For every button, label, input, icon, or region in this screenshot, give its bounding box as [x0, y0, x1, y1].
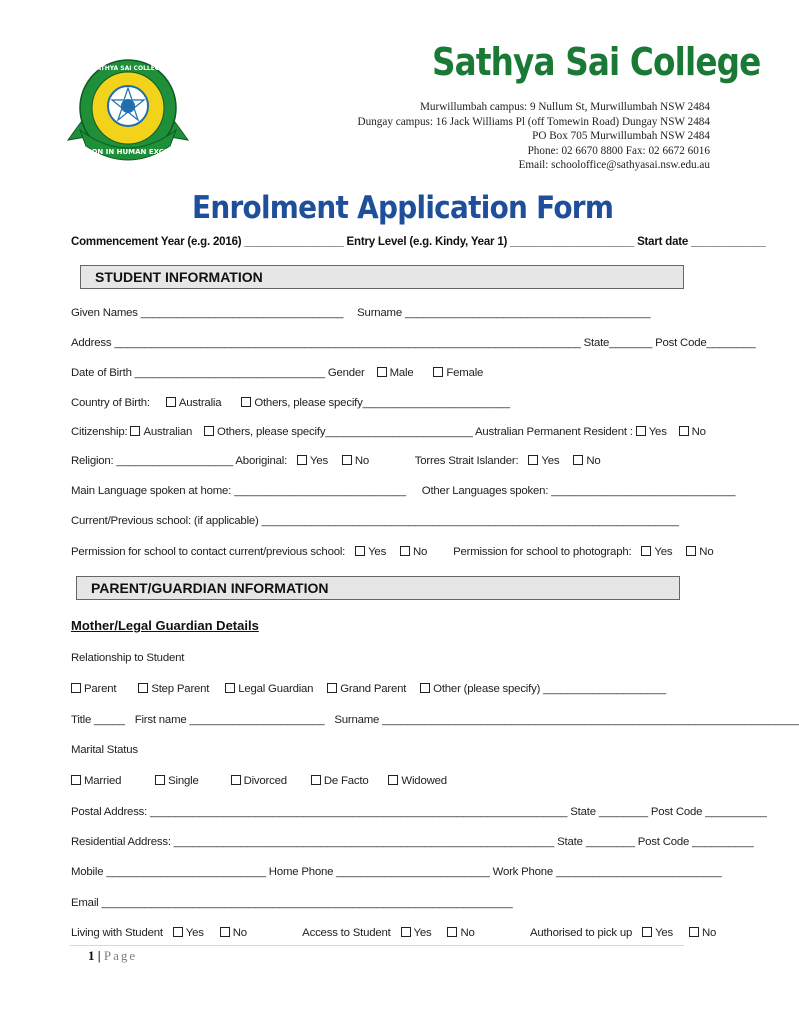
mobile-field[interactable]: Mobile __________________________ [71, 866, 266, 878]
address-line: Dungay campus: 16 Jack Williams Pl (off Tomewin Road) Dungay NSW 2484 [357, 115, 710, 128]
aboriginal-label: Aboriginal: [235, 455, 288, 467]
college-address [358, 100, 710, 173]
email-field[interactable]: Email ___________________________________________________________________ [71, 897, 513, 909]
given-names-field[interactable]: Given Names _________________________________ [71, 307, 344, 319]
single-label: Single [168, 775, 199, 787]
home-phone-field[interactable]: Home Phone _________________________ [268, 866, 490, 878]
no-label: No [701, 927, 717, 939]
citizenship-australian-checkbox[interactable] [130, 426, 140, 436]
yes-label: Yes [368, 546, 387, 558]
student-section-header [80, 265, 684, 289]
mother-guardian-subheading: Mother/Legal Guardian Details [71, 618, 259, 633]
post-code-field[interactable]: Post Code________ [655, 337, 756, 349]
no-label: No [460, 927, 475, 939]
permission-contact-yes-checkbox[interactable] [355, 546, 365, 556]
section-title: PARENT/GUARDIAN INFORMATION [91, 580, 329, 596]
residential-address-field[interactable]: Residential Address: ______________________________________________________________ [71, 836, 555, 848]
citizenship-other-field[interactable]: Others, please specify________________________ [217, 426, 473, 438]
access-label: Access to Student [302, 927, 391, 939]
yes-label: Yes [185, 927, 204, 939]
religion-field[interactable]: Religion: ___________________ [71, 455, 234, 467]
dob-row [71, 367, 483, 379]
page-number-value: 1 [88, 948, 95, 963]
school-crest-icon [57, 56, 199, 166]
marital-status-label: Marital Status [71, 744, 138, 756]
yes-label: Yes [309, 455, 328, 467]
torres-label: Torres Strait Islander: [414, 455, 519, 467]
address-line: Phone: 02 6670 8800 Fax: 02 6672 6016 [527, 144, 710, 157]
address-line: PO Box 705 Murwillumbah NSW 2484 [532, 130, 710, 143]
rel-grand-parent-checkbox[interactable] [327, 683, 337, 693]
divorced-checkbox[interactable] [231, 775, 241, 785]
married-checkbox[interactable] [71, 775, 81, 785]
rel-grand-parent-label: Grand Parent [340, 683, 407, 695]
page-separator: | [97, 948, 101, 963]
address-line: Murwillumbah campus: 9 Nullum St, Murwillumbah NSW 2484 [419, 101, 710, 113]
living-label: Living with Student [71, 927, 163, 939]
no-label: No [232, 927, 247, 939]
widowed-checkbox[interactable] [388, 775, 398, 785]
address-line: Email: schooloffice@sathyasai.nsw.edu.au [518, 159, 710, 172]
marital-row [71, 775, 447, 787]
main-language-field[interactable]: Main Language spoken at home: ____________________________ [71, 485, 406, 497]
postal-state-field[interactable]: State ________ [570, 806, 648, 818]
surname-field[interactable]: Surname ________________________________________ [357, 307, 651, 319]
rel-legal-guardian-label: Legal Guardian [238, 683, 314, 695]
page-number [88, 948, 137, 964]
torres-no-checkbox[interactable] [573, 455, 583, 465]
first-name-field[interactable]: First name ______________________ [134, 714, 325, 726]
male-checkbox[interactable] [377, 367, 387, 377]
religion-row [71, 455, 600, 467]
de-facto-label: De Facto [323, 775, 369, 787]
country-australia-label: Australia [178, 397, 222, 409]
access-no-checkbox[interactable] [447, 927, 457, 937]
living-yes-checkbox[interactable] [173, 927, 183, 937]
authorised-label: Authorised to pick up [529, 927, 633, 939]
residential-row [71, 836, 753, 848]
commencement-year-field[interactable]: Commencement Year (e.g. 2016) ________________ [71, 236, 344, 248]
permission-photo-yes-checkbox[interactable] [641, 546, 651, 556]
relationship-row [71, 683, 666, 695]
de-facto-checkbox[interactable] [311, 775, 321, 785]
rel-parent-label: Parent [84, 683, 117, 695]
country-other-field[interactable]: Others, please specify________________________ [254, 397, 510, 409]
no-label: No [413, 546, 428, 558]
gender-label: Gender [327, 367, 365, 379]
crest-banner-text: EDUCATION IN HUMAN EXCELLENCE [57, 148, 199, 156]
country-australia-checkbox[interactable] [166, 397, 176, 407]
title-field[interactable]: Title _____ [71, 714, 125, 726]
rel-parent-checkbox[interactable] [71, 683, 81, 693]
yes-label: Yes [541, 455, 560, 467]
previous-school-field[interactable]: Current/Previous school: (if applicable) ____________________________________________________________________ [71, 515, 679, 527]
yes-label: Yes [648, 426, 667, 438]
other-languages-field[interactable]: Other Languages spoken: ______________________________ [421, 485, 736, 497]
rel-step-parent-label: Step Parent [151, 683, 210, 695]
phone-row [71, 866, 722, 878]
female-checkbox[interactable] [433, 367, 443, 377]
email-row [71, 897, 513, 909]
country-row [71, 397, 510, 409]
perm-resident-yes-checkbox[interactable] [636, 426, 646, 436]
postal-row [71, 806, 767, 818]
school-row [71, 515, 679, 527]
aboriginal-no-checkbox[interactable] [342, 455, 352, 465]
no-label: No [354, 455, 370, 467]
postal-post-code-field[interactable]: Post Code __________ [650, 806, 767, 818]
citizenship-row [71, 426, 706, 438]
no-label: No [691, 426, 706, 438]
permission-photo-no-checkbox[interactable] [686, 546, 696, 556]
aboriginal-yes-checkbox[interactable] [297, 455, 307, 465]
given-names-row [71, 307, 650, 319]
rel-other-field[interactable]: Other (please specify) ____________________ [433, 683, 666, 695]
name-row [71, 714, 799, 726]
access-yes-checkbox[interactable] [401, 927, 411, 937]
married-label: Married [84, 775, 122, 787]
citizenship-australian-label: Australian [143, 426, 193, 438]
page-label: Page [103, 948, 138, 963]
permission-row [71, 546, 713, 558]
custody-row [71, 927, 716, 939]
female-label: Female [446, 367, 484, 379]
residential-post-code-field[interactable]: Post Code __________ [637, 836, 754, 848]
perm-resident-no-checkbox[interactable] [679, 426, 689, 436]
footer-divider [70, 945, 684, 946]
address-row [71, 337, 756, 349]
permission-contact-label: Permission for school to contact current/previous school: [71, 546, 346, 558]
address-field[interactable]: Address ____________________________________________________________________________ [71, 337, 581, 349]
authorised-yes-checkbox[interactable] [642, 927, 652, 937]
divorced-label: Divorced [243, 775, 287, 787]
yes-label: Yes [655, 927, 674, 939]
torres-yes-checkbox[interactable] [528, 455, 538, 465]
relationship-label: Relationship to Student [71, 652, 185, 664]
perm-resident-label: Australian Permanent Resident : [474, 426, 633, 438]
citizenship-label: Citizenship: [71, 426, 128, 438]
country-label: Country of Birth: [71, 397, 150, 409]
crest-ring-text: SATHYA SAI COLLEGE [92, 65, 164, 72]
citizenship-other-checkbox[interactable] [204, 426, 214, 436]
yes-label: Yes [413, 927, 432, 939]
parent-section-header [76, 576, 680, 600]
commencement-line [71, 236, 765, 248]
yes-label: Yes [654, 546, 673, 558]
state-field[interactable]: State_______ [583, 337, 653, 349]
rel-legal-guardian-checkbox[interactable] [225, 683, 235, 693]
authorised-no-checkbox[interactable] [689, 927, 699, 937]
parent-surname-field[interactable]: Surname ____________________________________________________________________ [334, 714, 799, 726]
language-row [71, 485, 735, 497]
dob-field[interactable]: Date of Birth _______________________________ [71, 367, 325, 379]
entry-level-field[interactable]: Entry Level (e.g. Kindy, Year 1) ____________________ [346, 236, 635, 248]
start-date-field[interactable]: Start date ____________ [637, 236, 766, 248]
rel-step-parent-checkbox[interactable] [138, 683, 148, 693]
postal-address-field[interactable]: Postal Address: ____________________________________________________________________ [71, 806, 568, 818]
permission-photo-label: Permission for school to photograph: [453, 546, 632, 558]
widowed-label: Widowed [401, 775, 447, 787]
no-label: No [586, 455, 601, 467]
male-label: Male [389, 367, 414, 379]
section-title: STUDENT INFORMATION [95, 269, 263, 285]
country-other-checkbox[interactable] [241, 397, 251, 407]
residential-state-field[interactable]: State ________ [557, 836, 635, 848]
college-name: Sathya Sai College [432, 40, 761, 84]
work-phone-field[interactable]: Work Phone ___________________________ [492, 866, 722, 878]
form-title: Enrolment Application Form [192, 190, 614, 226]
permission-contact-no-checkbox[interactable] [400, 546, 410, 556]
no-label: No [699, 546, 714, 558]
rel-other-checkbox[interactable] [420, 683, 430, 693]
living-no-checkbox[interactable] [220, 927, 230, 937]
single-checkbox[interactable] [155, 775, 165, 785]
